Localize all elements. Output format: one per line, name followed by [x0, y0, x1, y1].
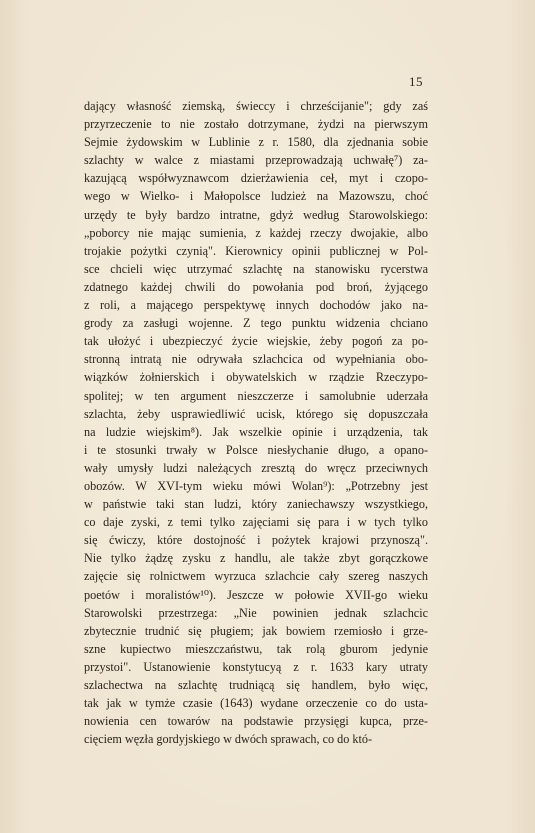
text-line: tak jak w tymże czasie (1643) wydane orzeczenie co do usta-	[84, 696, 428, 711]
text-line: na ludzie wiejskim⁸). Jak wszelkie opinie i urządzenia, tak	[84, 424, 428, 439]
text-line: wego w Wielko- i Małopolsce ludzież na Mazowszu, choć	[84, 189, 428, 204]
page-number: 15	[409, 74, 423, 89]
text-line: przystoi". Ustanowienie konstytucyą z r. 1633 kary utraty	[84, 659, 428, 674]
text-line: Nie tylko żądzę zysku z handlu, ale także zbyt gorączkowe	[84, 551, 428, 566]
text-line: się ćwiczy, które dostojność i pożytek krajowi przynoszą".	[84, 533, 428, 548]
text-line: w państwie taki stan ludzi, który zaniechawszy wszystkiego,	[84, 497, 428, 512]
text-line: grody za zasługi wojenne. Z tego punktu widzenia chciano	[84, 316, 428, 331]
text-line: i te stosunki trwały w Polsce niesłychanie długo, a opano-	[84, 442, 428, 457]
text-line: dający własność ziemską, świeccy i chrześcijanie"; gdy zaś	[84, 99, 428, 113]
text-line: przyrzeczenie to nie zostało dotrzymane, żydzi na pierwszym	[84, 117, 428, 132]
text-line: spolitej; w ten argument nieszczerze i samolubnie uderzała	[84, 388, 428, 403]
text-line: zbytecznie trudnić się pługiem; jak bowiem rzemiosło i grze-	[84, 623, 428, 638]
text-line: tak ułożyć i ubezpieczyć życie wiejskie, żeby pogoń za po-	[84, 334, 428, 349]
text-line: szlachta, żeby usprawiedliwić ucisk, którego się dopuszczała	[84, 406, 428, 421]
text-line: szne kupiectwo mieszczaństwu, tak rolą gburom jedynie	[84, 641, 428, 656]
text-line: kazującą współwyznawcom dzierżawienia ceł, myt i czopo-	[84, 171, 428, 186]
text-line: urzędy te były bardzo intratne, gdyż według Starowolskiego:	[84, 207, 428, 222]
text-line: obozów. W XVI-tym wieku mówi Wolan⁹): „Potrzebny jest	[84, 478, 428, 493]
text-line: cięciem węzła gordyjskiego w dwóch sprawach, co do któ-	[84, 732, 373, 747]
text-line: wały umysły ludzi należących zresztą do wręcz przeciwnych	[84, 460, 428, 475]
text-line: trojakie pożytki czynią". Kierownicy opinii publicznej w Pol-	[84, 243, 428, 258]
text-line: Sejmie żydowskim w Lublinie z r. 1580, dla zjednania sobie	[84, 135, 428, 150]
text-line: wiązków żołnierskich i obywatelskich w rządzie Rzeczypo-	[84, 370, 428, 385]
text-line: nowienia cen towarów na podstawie przysięgi kupca, prze-	[84, 714, 428, 729]
text-line: zdatnego każdej chwili do powołania pod broń, żyjącego	[84, 279, 428, 294]
text-line: sce chcieli więc utrzymać szlachtę na stanowisku rycerstwa	[84, 261, 428, 276]
text-line: co daje zyski, z temi tylko zajęciami się para i w tych tylko	[84, 515, 428, 530]
text-line: stronną intratą nie odrywała szlachcica od wypełniania obo-	[84, 352, 428, 367]
text-line: poetów i moralistów¹⁰). Jeszcze w połowie XVII-go wieku	[84, 587, 428, 602]
text-line: „poborcy nie mając sumienia, z każdej rzeczy dwojakie, albo	[84, 225, 428, 240]
text-line: szlachty w walce z miastami przeprowadzają uchwałę⁷) za-	[84, 153, 428, 168]
text-line: z roli, a mającego perspektywę innych dochodów jako na-	[84, 298, 428, 313]
body-text	[84, 97, 428, 748]
text-line: szlachectwa na szlachtę trudniącą się handlem, było więc,	[84, 678, 428, 692]
text-line: zajęcie się rolnictwem wyrzuca szlachcie cały szereg naszych	[84, 569, 428, 584]
text-line: Starowolski przestrzega: „Nie powinien jednak szlachcic	[84, 605, 428, 620]
